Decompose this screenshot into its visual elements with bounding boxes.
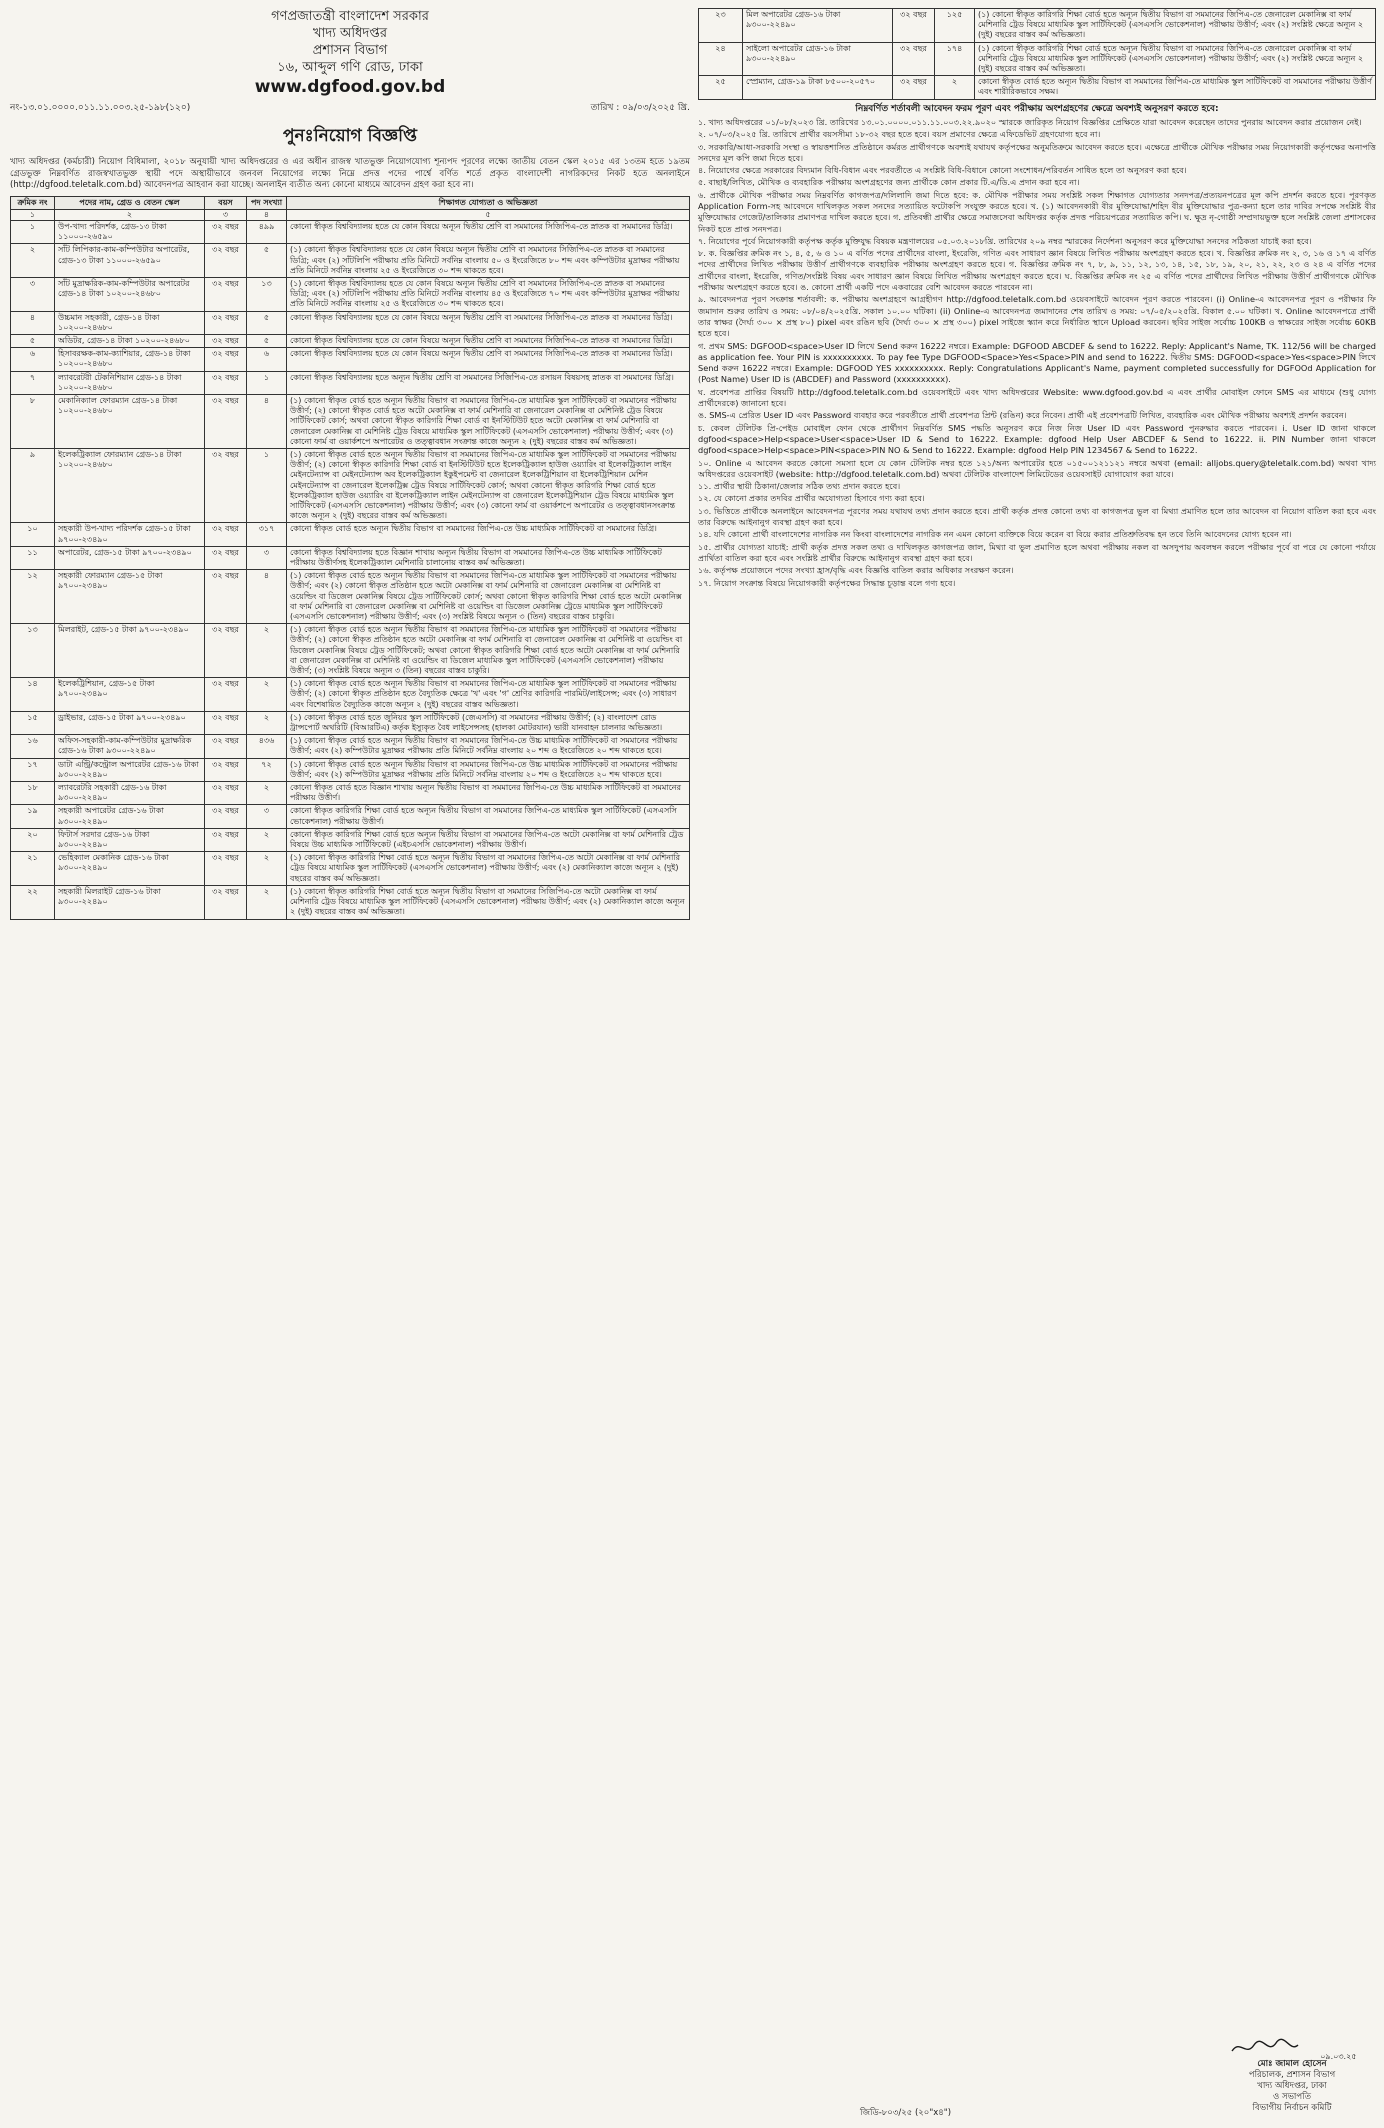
table-row	[11, 678, 690, 712]
cell-age: ৩২ বছর	[205, 244, 247, 278]
col-num: ৫	[287, 209, 690, 220]
condition-item: ৮. ক. বিজ্ঞপ্তির ক্রমিক নং ১, ৪, ৫, ৬ ও ১০ এ বর্ণিত পদের প্রার্থীদের বাংলা, ইংরেজি, গণিত এবং সাধারণ জ্ঞান বিষয়ে লিখিত পরীক্ষায় অংশগ্রহণ করতে হবে। খ. বিজ্ঞপ্তির ক্রমিক নং ২, ৩, ১৬ ও ১৭ এ বর্ণিত পদের প্রার্থীদের লিখিত পরীক্ষায় উত্তীর্ণ প্রার্থীগণকে ব্যবহারিক পরীক্ষায় অংশগ্রহণ করতে হবে। গ. বিজ্ঞপ্তির ক্রমিক নং ৭, ৮, ৯, ১১, ১২, ১৩, ১৪, ১৫, ১৮, ১৯, ২০, ২১, ২২, ২৩ ও ২৪ এ বর্ণিত পদের প্রার্থীদের বাংলা, ইংরেজি, গণিত/সংশ্লিষ্ট বিষয় এবং সাধারণ জ্ঞান বিষয়ে লিখিত পরীক্ষায় অংশগ্রহণ করতে হবে। ঘ. বিজ্ঞপ্তির ক্রমিক নং ২৫ এ বর্ণিত পদের প্রার্থীদের লিখিত পরীক্ষায় উত্তীর্ণ প্রার্থীগণকে মৌখিক পরীক্ষায় অংশগ্রহণ করতে হবে। ঙ. কোনো প্রার্থী একটি পদে একবারের বেশি আবেদন করতে পারবেন না।	[698, 248, 1376, 293]
cell-count: ২	[247, 678, 287, 712]
cell-qual: কোনো স্বীকৃত বিশ্ববিদ্যালয় হতে যে কোন বিষয়ে অন্যূন দ্বিতীয় শ্রেণি বা সমমানের সিজিপিএ-তে স্নাতক বা সমমানের ডিগ্রি।	[287, 311, 690, 334]
memo-line	[10, 100, 690, 115]
cell-post: অডিটর, গ্রেড-১৪ টাকা ১০২০০-২৪৬৮০	[55, 334, 205, 347]
table-row	[699, 42, 1376, 76]
table-row	[11, 523, 690, 546]
memo-date: তারিখ : ০৯/০৩/২০২৫ খ্রি.	[590, 103, 690, 113]
left-column	[10, 8, 690, 920]
cell-sl: ১	[11, 220, 55, 243]
condition-item: ৯. আবেদনপত্র পূরণ সংক্রান্ত শর্তাবলী: ক. পরীক্ষায় অংশগ্রহণে আগ্রহীগণ http://dgfood.teletalk.com.bd ওয়েবসাইটে আবেদন পূরণ করতে পারবেন। (i) Online-এ আবেদনপত্র পূরণ ও পরীক্ষার ফি জমাদান শুরুর তারিখ ও সময়: ০৮/০৪/২০২৫খ্রি. সকাল ১০.০০ ঘটিকা। (ii) Online-এ আবেদনপত্র জমাদানের শেষ তারিখ ও সময়: ০৭/০৫/২০২৫খ্রি. বিকাল ৫.০০ ঘটিকা। খ. Online আবেদনপত্রে প্রার্থী তার স্বাক্ষর (দৈর্ঘ্য ৩০০ × প্রস্থ ৮০) pixel এবং রঙিন ছবি (দৈর্ঘ্য ৩০০ × প্রস্থ ৩০০) pixel সাইজে স্ক্যান করে নির্ধারিত স্থানে Upload করবেন। ছবির সাইজ সর্বোচ্চ 100KB ও স্বাক্ষরের সাইজ সর্বোচ্চ 60KB হতে হবে।	[698, 294, 1376, 339]
cell-age: ৩২ বছর	[205, 852, 247, 886]
cell-post: ফিটার্স সরদার গ্রেড-১৬ টাকা ৯৩০০-২২৪৯০	[55, 828, 205, 851]
col-num: ৩	[205, 209, 247, 220]
signatory-designation: পরিচালক, প্রশাসন বিভাগ	[1248, 2070, 1336, 2080]
letterhead	[10, 8, 690, 98]
cell-post: সাঁট লিপিকার-কাম-কম্পিউটার অপারেটর, গ্রেড-১৩ টাকা ১১০০০-২৬৫৯০	[55, 244, 205, 278]
signatory-name: মোঃ জামাল হোসেন	[1257, 2059, 1327, 2069]
cell-qual: কোনো স্বীকৃত বিশ্ববিদ্যালয় হতে বিজ্ঞান শাখায় অন্যূন দ্বিতীয় বিভাগ বা সমমানের জিপিএ-তে উচ্চ মাধ্যমিক সার্টিফিকেট পরীক্ষায় উত্তীর্ণসহ ইলেকট্রিক্যাল মেশিনারি চালানোয় বাস্তব কর্ম অভিজ্ঞতা।	[287, 546, 690, 569]
cell-qual: কোনো স্বীকৃত বোর্ড হতে অন্যূন দ্বিতীয় বিভাগ বা সমমানের জিপিএ-তে মাধ্যমিক স্কুল সার্টিফিকেট বা সমমানের পরীক্ষায় উত্তীর্ণ এবং শারীরিকভাবে সক্ষম।	[975, 76, 1376, 99]
condition-item: ঘ. প্রবেশপত্র প্রাপ্তির বিষয়টি http://dgfood.teletalk.com.bd ওয়েবসাইটে এবং খাদ্য অধিদপ্তরের Website: www.dgfood.gov.bd এ এবং প্রার্থীর মোবাইল ফোনে SMS এর মাধ্যমে (শুধু যোগ্য প্রার্থীদেরকে) জানানো হবে।	[698, 386, 1376, 409]
right-column	[698, 8, 1376, 590]
table-col-number-row	[11, 209, 690, 220]
table-row	[11, 758, 690, 781]
signature-date: ০৯.০৩.২৫	[1320, 2052, 1357, 2061]
cell-qual: (১) কোনো স্বীকৃত কারিগরি শিক্ষা বোর্ড হতে অন্যূন দ্বিতীয় বিভাগ বা সমমানের জিপিএ-তে জেনারেল মেকানিক্স বা ফার্ম মেশিনারি ট্রেড বিষয়ে মাধ্যমিক স্কুল সার্টিফিকেট (এসএসসি ভোকেশনাল) পরীক্ষায় উত্তীর্ণ; এবং (২) সংশ্লিষ্ট ক্ষেত্রে অন্যূন ২ (দুই) বছরের বাস্তব কর্ম অভিজ্ঞতা।	[975, 42, 1376, 76]
cell-post: সহকারী উপ-খাদ্য পরিদর্শক গ্রেড-১৫ টাকা ৯৭০০-২৩৪৯০	[55, 523, 205, 546]
th-sl: ক্রমিক নং	[11, 196, 55, 209]
condition-item: ৬. প্রার্থীকে মৌখিক পরীক্ষার সময় নিম্নবর্ণিত কাগজপত্র/দলিলাদি জমা দিতে হবে: ক. মৌখিক পরীক্ষার সময় সংশ্লিষ্ট সকল শিক্ষাগত যোগ্যতার সনদপত্র/প্রত্যয়নপত্রের মূল কপি প্রদর্শন করতে হবে। পূরণকৃত Application Form-সহ আবেদনে দাখিলকৃত সকল সনদের সত্যায়িত ফটোকপি সংযুক্ত করতে হবে। খ. (১) আবেদনকারী বীর মুক্তিযোদ্ধা/শহিদ বীর মুক্তিযোদ্ধার পুত্র-কন্যা হলে তার দাবির সপক্ষে সংশ্লিষ্ট বীর মুক্তিযোদ্ধার গেজেট/তালিকার প্রমাণপত্র দাখিল করতে হবে। গ. প্রতিবন্ধী প্রার্থীর ক্ষেত্রে সমাজসেবা অধিদপ্তর কর্তৃক প্রদত্ত পরিচয়পত্রের সত্যায়িত কপি। ঘ. ক্ষুদ্র নৃ-গোষ্ঠী সম্প্রদায়ভুক্ত হলে সংশ্লিষ্ট জেলা প্রশাসকের নিকট হতে প্রাপ্ত সনদপত্র।	[698, 189, 1376, 234]
header-line3: প্রশাসন বিভাগ	[312, 43, 388, 58]
cell-post: অপারেটর, গ্রেড-১৫ টাকা ৯৭০০-২৩৪৯০	[55, 546, 205, 569]
cell-count: ১	[247, 371, 287, 394]
cell-post: মিলরাইট, গ্রেড-১৫ টাকা ৯৭০০-২৩৪৯০	[55, 624, 205, 678]
cell-age: ৩২ বছর	[205, 885, 247, 919]
cell-count: ৫	[247, 311, 287, 334]
signature-image	[1212, 2035, 1372, 2059]
cell-qual: কোনো স্বীকৃত বিশ্ববিদ্যালয় হতে যে কোন বিষয়ে অন্যূন দ্বিতীয় শ্রেণি বা সমমানের সিজিপিএ-তে স্নাতক বা সমমানের ডিগ্রি।	[287, 348, 690, 371]
cell-count: ১৩	[247, 277, 287, 311]
cell-post: ইলেকট্রিক্যাল ফোরম্যান গ্রেড-১৪ টাকা ১০২০০-২৪৬৮০	[55, 448, 205, 522]
cell-sl: ৫	[11, 334, 55, 347]
cell-sl: ১০	[11, 523, 55, 546]
cell-post: মেকানিক্যাল ফোরম্যান গ্রেড-১৪ টাকা ১০২০০-২৪৬৮০	[55, 394, 205, 448]
cell-count: ৭২	[247, 758, 287, 781]
cell-qual: কোনো স্বীকৃত কারিগরি শিক্ষা বোর্ড হতে অন্যূন দ্বিতীয় বিভাগ বা সমমানের জিপিএ-তে অটো মেকানিক্স বা ফার্ম মেশিনারি ট্রেড বিষয়ে উচ্চ মাধ্যমিক সার্টিফিকেট (এইচএসসি ভোকেশনাল) পরীক্ষায় উত্তীর্ণ।	[287, 828, 690, 851]
cell-sl: ২১	[11, 852, 55, 886]
signatory-office: খাদ্য অধিদপ্তর, ঢাকা	[1257, 2081, 1327, 2091]
condition-item: ১১. প্রার্থীর স্থায়ী ঠিকানা/জেলার সঠিক তথ্য প্রদান করতে হবে।	[698, 481, 901, 492]
cell-count: ৪	[247, 394, 287, 448]
cell-age: ৩২ বছর	[205, 711, 247, 734]
cell-sl: ৬	[11, 348, 55, 371]
cell-post: মিল অপারেটর গ্রেড-১৬ টাকা ৯৩০০-২২৪৯০	[743, 9, 893, 43]
cell-age: ৩২ বছর	[205, 523, 247, 546]
header-line2: খাদ্য অধিদপ্তর	[313, 26, 387, 41]
cell-post: অফিস-সহকারী-কাম-কম্পিউটার মুদ্রাক্ষরিক গ্রেড-১৬ টাকা ৯৩০০-২২৪৯০	[55, 735, 205, 758]
cell-post: ড্রাইভার, গ্রেড-১৫ টাকা ৯৭০০-২৩৪৯০	[55, 711, 205, 734]
cell-count: ৬	[247, 348, 287, 371]
cell-sl: ১৫	[11, 711, 55, 734]
cell-post: ভেহিক্যাল মেকানিক গ্রেড-১৬ টাকা ৯৩০০-২২৪৯০	[55, 852, 205, 886]
table-row	[11, 348, 690, 371]
cell-sl: ২০	[11, 828, 55, 851]
cell-age: ৩২ বছর	[205, 448, 247, 522]
cell-age: ৩২ বছর	[205, 394, 247, 448]
col-num: ২	[55, 209, 205, 220]
signature-block	[1212, 2035, 1372, 2114]
cell-post: সাঁট মুদ্রাক্ষরিক-কাম-কম্পিউটার অপারেটর গ্রেড-১৪ টাকা ১০২০০-২৪৬৮০	[55, 277, 205, 311]
cell-count: ৫	[247, 244, 287, 278]
table-row	[11, 852, 690, 886]
header-line4: ১৬, আব্দুল গণি রোড, ঢাকা	[277, 60, 423, 75]
cell-age: ৩২ বছর	[205, 277, 247, 311]
condition-item: ৭. নিয়োগের পূর্বে নিয়োগকারী কর্তৃপক্ষ কর্তৃক মুক্তিযুদ্ধ বিষয়ক মন্ত্রণালয়ের ০৫.০৩.২০১৮খ্রি. তারিখের ২০৯ নম্বর স্মারকের নির্দেশনা অনুসরণ করে মুক্তিযোদ্ধা সনদের সঠিকতা যাচাই করা হবে।	[698, 235, 1312, 246]
conditions-list	[698, 117, 1376, 589]
cell-sl: ৯	[11, 448, 55, 522]
condition-item: ঙ. SMS-এ প্রেরিত User ID এবং Password ব্যবহার করে পরবর্তীতে প্রার্থী প্রবেশপত্র প্রিন্ট (রঙিন) করে নিবেন। প্রার্থী এই প্রবেশপত্রটি লিখিত, ব্যবহারিক এবং মৌখিক পরীক্ষায় অবশ্যই প্রদর্শন করবেন।	[698, 410, 1347, 421]
condition-item: ৩. সরকারি/আধা-সরকারি সংস্থা ও স্বায়ত্তশাসিত প্রতিষ্ঠানে কর্মরত প্রার্থীগণকে অবশ্যই যথাযথ কর্তৃপক্ষের অনুমতিক্রমে আবেদন করতে হবে। এক্ষেত্রে প্রার্থীকে মৌখিক পরীক্ষার সময় নিয়োগকারী কর্তৃপক্ষের অনাপত্তি সনদের মূল কপি জমা দিতে হবে।	[698, 141, 1376, 163]
condition-item: ১২. যে কোনো প্রকার তদবির প্রার্থীর অযোগ্যতা হিসাবে গণ্য করা হবে।	[698, 493, 925, 504]
condition-item: ১৫. প্রার্থীর যোগ্যতা যাচাই: প্রার্থী কর্তৃক প্রদত্ত সকল তথ্য ও দাখিলকৃত কাগজপত্র জাল, মিথ্যা বা ভুল প্রমাণিত হলে অথবা পরীক্ষায় নকল বা অসদুপায় অবলম্বন করলে পরীক্ষার পূর্বে বা পরে যে কোনো পর্যায়ে প্রার্থিতা বাতিল করা হবে এবং সংশ্লিষ্ট প্রার্থীর বিরুদ্ধে আইনানুগ ব্যবস্থা গ্রহণ করা হবে।	[698, 541, 1376, 563]
table-row	[11, 546, 690, 569]
cell-post: সাইলো অপারেটর গ্রেড-১৬ টাকা ৯৩০০-২২৪৯০	[743, 42, 893, 76]
cell-post: হিসাবরক্ষক-কাম-ক্যাশিয়ার, গ্রেড-১৪ টাকা ১০২০০-২৪৬৮০	[55, 348, 205, 371]
cell-count: ৩১৭	[247, 523, 287, 546]
table-row	[11, 828, 690, 851]
cell-sl: ১৩	[11, 624, 55, 678]
condition-item: ১. খাদ্য অধিদপ্তরের ০১/০৮/২০২৩ খ্রি. তারিখের ১৩.০১.০০০০.০১১.১১.০০৩.২২.৯০২০ স্মারকে জারিকৃত নিয়োগ বিজ্ঞপ্তির প্রেক্ষিতে যারা আবেদন করেছেন তাদের পুনরায় আবেদন করার প্রয়োজন নেই।	[698, 116, 1362, 127]
cell-qual: (১) কোনো স্বীকৃত কারিগরি শিক্ষা বোর্ড হতে অন্যূন দ্বিতীয় বিভাগ বা সমমানের জিপিএ-তে অটো মেকানিক্স বা ফার্ম মেশিনারি ট্রেড বিষয়ে মাধ্যমিক স্কুল সার্টিফিকেট (এসএসসি ভোকেশনাল) পরীক্ষায় উত্তীর্ণ; এবং (২) মেকানিক্যাল কাজে অন্যূন ২ (দুই) বছরের বাস্তব কর্ম অভিজ্ঞতা।	[287, 852, 690, 886]
table-row	[11, 334, 690, 347]
cell-count: ২	[247, 782, 287, 805]
col-num: ৪	[247, 209, 287, 220]
table-row	[11, 371, 690, 394]
condition-item: ১৭. নিয়োগ সংক্রান্ত বিষয়ে নিয়োগকারী কর্তৃপক্ষের সিদ্ধান্ত চূড়ান্ত বলে গণ্য হবে।	[698, 577, 956, 588]
table-row	[11, 735, 690, 758]
posts-table-continued-body	[699, 9, 1376, 100]
posts-table	[10, 196, 690, 920]
table-row	[11, 394, 690, 448]
cell-sl: ২৪	[699, 42, 743, 76]
cell-qual: কোনো স্বীকৃত বিশ্ববিদ্যালয় হতে যে কোন বিষয়ে অন্যূন দ্বিতীয় শ্রেণি বা সমমানের সিজিপিএ-তে স্নাতক বা সমমানের ডিগ্রি।	[287, 220, 690, 243]
footer-code: জিডি-৮০৩/২৫ (২০"x৪")	[860, 2108, 952, 2118]
cell-post: ল্যাবরেটরী টেকনিশিয়ান গ্রেড-১৪ টাকা ১০২০০-২৪৬৮০	[55, 371, 205, 394]
header-line1: গণপ্রজাতন্ত্রী বাংলাদেশ সরকার	[271, 9, 429, 24]
condition-item: ১৩. ভিত্তিতে প্রার্থীকে অনলাইনে আবেদনপত্র পূরণের সময় যথাযথ তথ্য প্রদান করতে হবে। প্রার্থী কর্তৃক প্রদত্ত কোনো তথ্য বা কাগজপত্র ভুল বা মিথ্যা প্রমাণিত হলে তার আবেদন বা নিয়োগ বাতিল করা হবে এবং তার বিরুদ্ধে আইনানুগ ব্যবস্থা গ্রহণ করা হবে।	[698, 505, 1376, 528]
signatory-role2: বিভাগীয় নির্বাচন কমিটি	[1252, 2103, 1332, 2113]
table-row	[11, 220, 690, 243]
cell-count: ২	[247, 711, 287, 734]
cell-qual: (১) কোনো স্বীকৃত বোর্ড হতে অন্যূন দ্বিতীয় বিভাগ বা সমমানের জিপিএ-তে মাধ্যমিক স্কুল সার্টিফিকেট বা সমমানের পরীক্ষায় উত্তীর্ণ; (২) কোনো স্বীকৃত কারিগরি শিক্ষা বোর্ড বা ইনস্টিটিউট হতে ইলেকট্রিক্যাল হাউজ ওয়্যারিং বা ইলেকট্রিক্যাল লাইন মেইনটেন্যান্স বা মেইনটেন্যান্স অব ইলেকট্রিক্যাল ইকুইপমেন্ট বা জেনারেল ইলেকট্রিশিয়ান বা ইলেকট্রিশিয়ান মেশিন মেইনটেন্যান্স বা জেনারেল ইলেকট্রিক্স ট্রেড বিষয়ে সার্টিফিকেট কোর্স; অথবা কোনো স্বীকৃত কারিগরি শিক্ষা বোর্ড হতে ইলেকট্রিক্যাল হাউজ ওয়্যারিং বা ইলেকট্রিক্যাল লাইন মেইনটেন্যান্স বা জেনারেল ইলেকট্রিশিয়ান ট্রেড বিষয়ে মাধ্যমিক স্কুল সার্টিফিকেট (এসএসসি ভোকেশনাল) পরীক্ষায় উত্তীর্ণ; এবং (৩) কোনো ফার্ম বা ওয়ার্কশপে অপারেটর ও তত্ত্বাবধানসংক্রান্ত কাজে অন্যূন ২ (দুই) বছরের বাস্তব কর্ম অভিজ্ঞতা।	[287, 448, 690, 522]
cell-age: ৩২ বছর	[205, 570, 247, 624]
cell-sl: ১৪	[11, 678, 55, 712]
cell-sl: ২৫	[699, 76, 743, 99]
cell-count: ১৭৪	[935, 42, 975, 76]
cell-age: ৩২ বছর	[205, 220, 247, 243]
th-qual: শিক্ষাগত যোগ্যতা ও অভিজ্ঞতা	[287, 196, 690, 209]
cell-sl: ২৩	[699, 9, 743, 43]
cell-count: ৩	[247, 546, 287, 569]
table-row	[11, 624, 690, 678]
cell-age: ৩২ বছর	[205, 371, 247, 394]
cell-post: ল্যাবরেটরি সহকারী গ্রেড-১৬ টাকা ৯৩০০-২২৪৯০	[55, 782, 205, 805]
cell-qual: কোনো স্বীকৃত বোর্ড হতে বিজ্ঞান শাখায় অন্যূন দ্বিতীয় বিভাগ বা সমমানের জিপিএ-তে উচ্চ মাধ্যমিক সার্টিফিকেট বা সমমানের পরীক্ষায় উত্তীর্ণ।	[287, 782, 690, 805]
cell-age: ৩২ বছর	[205, 348, 247, 371]
cell-qual: (১) কোনো স্বীকৃত বোর্ড হতে জুনিয়র স্কুল সার্টিফিকেট (জেএসসি) বা সমমানের পরীক্ষায় উত্তীর্ণ; (২) বাংলাদেশ রোড ট্রান্সপোর্ট অথরিটি (বিআরটিএ) কর্তৃক ইস্যুকৃত বৈধ লাইসেন্সসহ (হালকা মোটরযান) ভারী যানবাহন চালনার অভিজ্ঞতা।	[287, 711, 690, 734]
cell-sl: ১৮	[11, 782, 55, 805]
cell-qual: (১) কোনো স্বীকৃত বোর্ড হতে অন্যূন দ্বিতীয় বিভাগ বা সমমানের জিপিএ-তে মাধ্যমিক স্কুল সার্টিফিকেট বা সমমানের পরীক্ষায় উত্তীর্ণ; (২) কোনো স্বীকৃত বোর্ড হতে অটো মেকানিক্স বা ফার্ম মেশিনারি বা জেনারেল মেকানিক্স বা মেশিনিষ্ট ট্রেড বিষয়ে সার্টিফিকেট কোর্স; অথবা কোনো স্বীকৃত কারিগরি শিক্ষা বোর্ড বা ইনস্টিটিউট হতে অটো মেকানিক্স বা ফার্ম মেশিনারি বা জেনারেল মেকানিক্স বা মেশিনিষ্ট ট্রেড বিষয়ে মাধ্যমিক স্কুল সার্টিফিকেট (এসএসসি ভোকেশনাল) পরীক্ষায় উত্তীর্ণ; এবং (৩) কোনো ফার্ম বা ওয়ার্কশপে অপারেটর ও তত্ত্বাবধান সংক্রান্ত কাজে অন্যূন ২ (দুই) বছরের বাস্তব কর্ম অভিজ্ঞতা।	[287, 394, 690, 448]
table-row	[11, 570, 690, 624]
cell-age: ৩২ বছর	[205, 758, 247, 781]
cell-count: ২	[247, 852, 287, 886]
cell-count: ২	[247, 885, 287, 919]
condition-item: ১০. Online এ আবেদন করতে কোনো সমস্যা হলে যে কোন টেলিটক নম্বর হতে ১২১/অন্য অপারেটর হতে ০১৫০০১২১১২১ নম্বরে অথবা (email: alljobs.query@teletalk.com.bd) অথবা খাদ্য অধিদপ্তরের ওয়েবসাইট (website: http://dgfood.teletalk.com.bd) অথবা টেলিটক বাংলাদেশ লিমিটেডের ওয়েবসাইট যোগাযোগ করা যাবে।	[698, 457, 1376, 479]
cell-qual: কোনো স্বীকৃত কারিগরি শিক্ষা বোর্ড হতে অন্যূন দ্বিতীয় বিভাগ বা সমমানের জিপিএ-তে মাধ্যমিক স্কুল সার্টিফিকেট (এসএসসি ভোকেশনাল) পরীক্ষায় উত্তীর্ণ।	[287, 805, 690, 828]
cell-count: ৪৩৬	[247, 735, 287, 758]
cell-qual: কোনো স্বীকৃত বিশ্ববিদ্যালয় হতে অন্যূন দ্বিতীয় শ্রেণি বা সমমানের সিজিপিএ-তে রসায়ন বিষয়সহ স্নাতক বা সমমানের ডিগ্রি।	[287, 371, 690, 394]
cell-count: ৫	[247, 334, 287, 347]
condition-item: ১৪. যদি কোনো প্রার্থী বাংলাদেশের নাগরিক নন কিংবা বাংলাদেশের নাগরিক নন এমন কোনো ব্যক্তিকে বিয়ে করেন বা বিয়ে করার প্রতিশ্রুতিবদ্ধ হন তবে তিনি আবেদনের যোগ্য হবেন না।	[698, 529, 1292, 540]
cell-count: ১২৫	[935, 9, 975, 43]
condition-item: ২. ০৭/০৩/২০২৫ খ্রি. তারিখে প্রার্থীর বয়সসীমা ১৮-৩২ বছর হতে হবে। বয়স প্রমাণের ক্ষেত্রে এফিডেভিট গ্রহণযোগ্য হবে না।	[698, 129, 1101, 140]
condition-item: ১৬. কর্তৃপক্ষ প্রয়োজনে পদের সংখ্যা হ্রাস/বৃদ্ধি এবং বিজ্ঞপ্তি বাতিল করার অধিকার সংরক্ষণ করেন।	[698, 565, 1014, 576]
th-age: বয়স	[205, 196, 247, 209]
cell-qual: (১) কোনো স্বীকৃত কারিগরি শিক্ষা বোর্ড হতে অন্যূন দ্বিতীয় বিভাগ বা সমমানের জিপিএ-তে জেনারেল মেকানিক্স বা ফার্ম মেশিনারি ট্রেড বিষয়ে মাধ্যমিক স্কুল সার্টিফিকেট (এসএসসি ভোকেশনাল) পরীক্ষায় উত্তীর্ণ; এবং (২) সংশ্লিষ্ট ক্ষেত্রে অন্যূন ২ (দুই) বছরের বাস্তব কর্ম অভিজ্ঞতা।	[975, 9, 1376, 43]
cell-post: সহকারী মিলরাইট গ্রেড-১৬ টাকা ৯৩০০-২২৪৯০	[55, 885, 205, 919]
cell-sl: ১৬	[11, 735, 55, 758]
th-count: পদ সংখ্যা	[247, 196, 287, 209]
cell-sl: ২	[11, 244, 55, 278]
table-row	[11, 711, 690, 734]
conditions-section	[698, 104, 1376, 589]
table-row	[11, 885, 690, 919]
cell-age: ৩২ বছর	[205, 735, 247, 758]
table-row	[699, 9, 1376, 43]
cell-post: উচ্চমান সহকারী, গ্রেড-১৪ টাকা ১০২০০-২৪৬৮০	[55, 311, 205, 334]
cell-age: ৩২ বছর	[205, 828, 247, 851]
table-row	[11, 782, 690, 805]
table-row	[11, 311, 690, 334]
cell-count: ২	[247, 828, 287, 851]
cell-qual: (১) কোনো স্বীকৃত কারিগরি শিক্ষা বোর্ড হতে অন্যূন দ্বিতীয় বিভাগ বা সমমানের সিজিপিএ-তে অটো মেকানিক্স বা ফার্ম মেশিনারি ট্রেড বিষয়ে মাধ্যমিক স্কুল সার্টিফিকেট (এসএসসি ভোকেশনাল) পরীক্ষায় উত্তীর্ণ; এবং (২) মেকানিক্যাল কাজে অন্যূন ২ (দুই) বছরের বাস্তব কর্ম অভিজ্ঞতা।	[287, 885, 690, 919]
posts-table-continued	[698, 8, 1376, 100]
cell-sl: ৮	[11, 394, 55, 448]
cell-sl: ১১	[11, 546, 55, 569]
table-header-row	[11, 196, 690, 209]
cell-qual: (১) কোনো স্বীকৃত বোর্ড হতে অন্যূন দ্বিতীয় বিভাগ বা সমমানের জিপিএ-তে মাধ্যমিক স্কুল সার্টিফিকেট বা সমমানের পরীক্ষায় উত্তীর্ণ; এবং (২) কোনো স্বীকৃত প্রতিষ্ঠান হতে অটো মেকানিক্স বা ফার্ম মেশিনারি বা জেনারেল মেকানিক্স বা মেশিনিষ্ট বা ওয়েল্ডিং বা ডিজেল মেকানিক্স বিষয়ে ট্রেড সার্টিফিকেট কোর্স; অথবা কোনো স্বীকৃত কারিগরি শিক্ষা বোর্ড হতে অটো মেকানিক্স বা ফার্ম মেশিনারি বা জেনারেল মেকানিক্স বা মেশিনিষ্ট বা ওয়েল্ডিং বা ডিজেল মেকানিক্স ট্রেডে মাধ্যমিক স্কুল সার্টিফিকেট (এসএসসি ভোকেশনাল) পরীক্ষায় উত্তীর্ণ; এবং (৩) সংশ্লিষ্ট বিষয়ে অন্যূন ৩ (তিন) বছরের বাস্তব চাকুরি।	[287, 570, 690, 624]
cell-post: ডাটা এন্ট্রি/কন্ট্রোল অপারেটর গ্রেড-১৬ টাকা ৯৩০০-২২৪৯০	[55, 758, 205, 781]
cell-age: ৩২ বছর	[205, 782, 247, 805]
cell-post: সহকারী ফোরম্যান গ্রেড-১৫ টাকা ৯৭০০-২৩৪৯০	[55, 570, 205, 624]
page-title: পুনঃনিয়োগ বিজ্ঞপ্তি	[282, 126, 418, 146]
cell-qual: কোনো স্বীকৃত বিশ্ববিদ্যালয় হতে যে কোন বিষয়ে অন্যূন দ্বিতীয় শ্রেণি বা সমমানের সিজিপিএ-তে স্নাতক বা সমমানের ডিগ্রি।	[287, 334, 690, 347]
cell-sl: ১৭	[11, 758, 55, 781]
intro-text: খাদ্য অধিদপ্তর (কর্মচারী) নিয়োগ বিধিমালা, ২০১৮ অনুযায়ী খাদ্য অধিদপ্তরের ও এর অধীন রাজস্ব খাতভুক্ত নিয়োগযোগ্য শূন্যপদ পূরণের লক্ষ্যে জাতীয় বেতন স্কেল ২০১৫ এর ১৩তম হতে ১৯তম গ্রেডভুক্ত নিম্নবর্ণিত রাজস্বখাতভুক্ত স্থায়ী পদে অস্থায়ীভাবে জনবল নিয়োগের লক্ষ্যে নিম্নে প্রদত্ত পদের পার্শ্বে বর্ণিত শর্তে প্রকৃত বাংলাদেশী নাগরিকদের নিকট হতে অনলাইনে (http://dgfood.teletalk.com.bd) আবেদনপত্র আহবান করা যাচ্ছে। অনলাইন ব্যতীত অন্য কোনো মাধ্যমে আবেদন গ্রহণ করা হবে না।	[10, 157, 690, 190]
table-row	[699, 76, 1376, 99]
cell-sl: ৪	[11, 311, 55, 334]
cell-count: ২	[247, 624, 287, 678]
memo-ref: নং-১৩.০১.০০০০.০১১.১১.০০৩.২৫-১৯৮(১২০)	[10, 103, 191, 113]
condition-item: ৫. বাছাই/লিখিত, মৌখিক ও ব্যবহারিক পরীক্ষায় অংশগ্রহণের জন্য প্রার্থীকে কোন প্রকার টি.এ/ডি.এ প্রদান করা হবে না।	[698, 177, 1080, 188]
th-post: পদের নাম, গ্রেড ও বেতন স্কেল	[55, 196, 205, 209]
table-row	[11, 448, 690, 522]
cell-age: ৩২ বছর	[205, 805, 247, 828]
cell-qual: কোনো স্বীকৃত বোর্ড হতে অন্যূন দ্বিতীয় বিভাগ বা সমমানের জিপিএ-তে উচ্চ মাধ্যমিক সার্টিফিকেট বা সমমানের ডিগ্রি।	[287, 523, 690, 546]
cell-age: ৩২ বছর	[205, 624, 247, 678]
table-row	[11, 244, 690, 278]
cell-age: ৩২ বছর	[205, 546, 247, 569]
col-num: ১	[11, 209, 55, 220]
signatory-role1: ও সভাপতি	[1273, 2092, 1311, 2102]
cell-post: ইলেকট্রিশিয়ান, গ্রেড-১৫ টাকা ৯৭০০-২৩৪৯০	[55, 678, 205, 712]
cell-age: ৩২ বছর	[205, 678, 247, 712]
cell-count: ৪৯৯	[247, 220, 287, 243]
cell-age: ৩২ বছর	[205, 334, 247, 347]
cell-sl: ২২	[11, 885, 55, 919]
cell-qual: (১) কোনো স্বীকৃত বোর্ড হতে অন্যূন দ্বিতীয় বিভাগ বা সমমানের জিপিএ-তে মাধ্যমিক স্কুল সার্টিফিকেট বা সমমানের পরীক্ষায় উত্তীর্ণ; (২) কোনো স্বীকৃত প্রতিষ্ঠান হতে অটো মেকানিক্স বা ফার্ম মেশিনারি বা জেনারেল মেকানিক্স বা মেশিনিষ্ট বা ওয়েল্ডিং বা ডিজেল মেকানিক্স বিষয়ে ট্রেড সার্টিফিকেট; অথবা কোনো স্বীকৃত কারিগরি শিক্ষা বোর্ড হতে অটো মেকানিক্স বা ফার্ম মেশিনারি বা জেনারেল মেকানিক্স বা মেশিনিষ্ট বা ওয়েল্ডিং বা ডিজেল মাধ্যমিক স্কুল সার্টিফিকেট (এসএসসি ভোকেশনাল) পরীক্ষায় উত্তীর্ণ; (৩) সংশ্লিষ্ট বিষয়ে অন্যূন ৩ (তিন) বছরের বাস্তব চাকুরি।	[287, 624, 690, 678]
cell-qual: (১) কোনো স্বীকৃত বোর্ড হতে অন্যূন দ্বিতীয় বিভাগ বা সমমানের জিপিএ-তে উচ্চ মাধ্যমিক সার্টিফিকেট বা সমমানের পরীক্ষায় উত্তীর্ণ; এবং (২) কম্পিউটার মুদ্রাক্ষর পরীক্ষায় প্রতি মিনিটে সর্বনিম্ন বাংলায় ২০ শব্দ ও ইংরেজিতে ২০ শব্দ থাকতে হবে।	[287, 735, 690, 758]
cell-qual: (১) কোনো স্বীকৃত বিশ্ববিদ্যালয় হতে যে কোন বিষয়ে অন্যূন দ্বিতীয় শ্রেণি বা সমমানের সিজিপিএ-তে স্নাতক বা সমমানের ডিগ্রি; এবং (২) সাঁটলিপি পরীক্ষায় প্রতি মিনিটে সর্বনিম্ন বাংলায় ৪৫ ও ইংরেজিতে ৭০ শব্দ এবং কম্পিউটার মুদ্রাক্ষর পরীক্ষায় প্রতি মিনিটে সর্বনিম্ন বাংলায় ২৫ ও ইংরেজিতে ৩০ শব্দ থাকতে হবে।	[287, 277, 690, 311]
posts-table-body	[11, 220, 690, 919]
cell-sl: ১২	[11, 570, 55, 624]
cell-count: ২	[935, 76, 975, 99]
cell-count: ১	[247, 448, 287, 522]
cell-sl: ৩	[11, 277, 55, 311]
cell-post: উপ-খাদ্য পরিদর্শক, গ্রেড-১৩ টাকা ১১০০০-২৬৫৯০	[55, 220, 205, 243]
cell-age: ৩২ বছর	[205, 311, 247, 334]
cell-age: ৩২ বছর	[893, 42, 935, 76]
cell-sl: ১৯	[11, 805, 55, 828]
cell-sl: ৭	[11, 371, 55, 394]
condition-item: চ. কেবল টেলিটক প্রি-পেইড মোবাইল ফোন থেকে প্রার্থীগণ নিম্নবর্ণিত SMS পদ্ধতি অনুসরণ করে নিজ নিজ User ID এবং Password পুনরুদ্ধার করতে পারবেন। i. User ID জানা থাকলে dgfood<space>Help<space>User<space>User ID & Send to 16222. Example: dgfood Help User ABCDEF & Send to 16222. ii. PIN Number জানা থাকলে dgfood<space>Help<space>PIN<space>PIN NO & Send to 16222. Example: dgfood Help PIN 1234567 & Send to 16222.	[698, 422, 1376, 456]
cell-post: সহকারী অপারেটর গ্রেড-১৬ টাকা ৯৩০০-২২৪৯০	[55, 805, 205, 828]
condition-item: ৪. নিয়োগের ক্ষেত্রে সরকারের বিদ্যমান বিধি-বিধান এবং পরবর্তীতে এ সংশ্লিষ্ট বিধি-বিধানে কোনো সংশোধন/পরিবর্তন সাধিত হলে তা অনুসরণ করা হবে।	[698, 165, 1187, 176]
condition-item: গ. প্রথম SMS: DGFOOD<space>User ID লিখে Send করুন 16222 নম্বরে। Example: DGFOOD ABCDEF & send to 16222. Reply: Applicant's Name, TK. 112/56 will be charged as application fee. Your PIN is xxxxxxxxxx. To pay fee Type DGFOOD<Space>Yes<Space>PIN and send to 16222. দ্বিতীয় SMS: DGFOOD<space>Yes<space>PIN লিখে Send করুন 16222 নম্বরে। Example: DGFOOD YES xxxxxxxxxx. Reply: Congratulations Applicant's Name, payment completed successfully for DGFOOd Application for (Post Name) User ID is (ABCDEF) and Password (xxxxxxxxxx).	[698, 340, 1376, 385]
table-row	[11, 805, 690, 828]
cell-count: ৩	[247, 805, 287, 828]
cell-count: ৪	[247, 570, 287, 624]
conditions-title: নিম্নবর্ণিত শর্তাবলী আবেদন ফরম পূরণ এবং পরীক্ষায় অংশগ্রহণের ক্ষেত্রে অবশ্যই অনুসরণ করতে হবে:	[855, 103, 1219, 114]
cell-qual: (১) কোনো স্বীকৃত বোর্ড হতে অন্যূন দ্বিতীয় বিভাগ বা সমমানের জিপিএ-তে উচ্চ মাধ্যমিক সার্টিফিকেট বা সমমানের পরীক্ষায় উত্তীর্ণ; এবং (২) কম্পিউটার মুদ্রাক্ষর পরীক্ষায় প্রতি মিনিটে সর্বনিম্ন বাংলায় ২০ শব্দ ও ইংরেজিতে ২০ শব্দ থাকতে হবে।	[287, 758, 690, 781]
header-website: www.dgfood.gov.bd	[254, 77, 446, 97]
cell-qual: (১) কোনো স্বীকৃত বিশ্ববিদ্যালয় হতে যে কোন বিষয়ে অন্যূন দ্বিতীয় শ্রেণি বা সমমানের সিজিপিএ-তে স্নাতক বা সমমানের ডিগ্রি; এবং (২) সাঁটলিপি পরীক্ষায় প্রতি মিনিটে সর্বনিম্ন বাংলায় ৫০ ও ইংরেজিতে ৮০ শব্দ এবং কম্পিউটার মুদ্রাক্ষর পরীক্ষায় প্রতি মিনিটে সর্বনিম্ন বাংলায় ২৫ ও ইংরেজিতে ৩০ শব্দ থাকতে হবে।	[287, 244, 690, 278]
cell-age: ৩২ বছর	[893, 9, 935, 43]
cell-post: স্প্রেম্যান, গ্রেড-১৯ টাকা ৮৫০০-২০৫৭০	[743, 76, 893, 99]
cell-qual: (১) কোনো স্বীকৃত বোর্ড হতে অন্যূন দ্বিতীয় বিভাগ বা সমমানের জিপিএ-তে মাধ্যমিক স্কুল সার্টিফিকেট বা সমমানের পরীক্ষায় উত্তীর্ণ; (২) কোনো স্বীকৃত প্রতিষ্ঠান হতে বৈদ্যুতিক ক্ষেত্রে 'খ' এবং 'গ' শ্রেণির কারিগরি পারমিট/লাইসেন্স; এবং (৩) সাধারণ এবং বিশেষায়িত বৈদ্যুতিক কাজে অন্যূন ২ (দুই) বছরের বাস্তব অভিজ্ঞতা।	[287, 678, 690, 712]
cell-age: ৩২ বছর	[893, 76, 935, 99]
table-row	[11, 277, 690, 311]
